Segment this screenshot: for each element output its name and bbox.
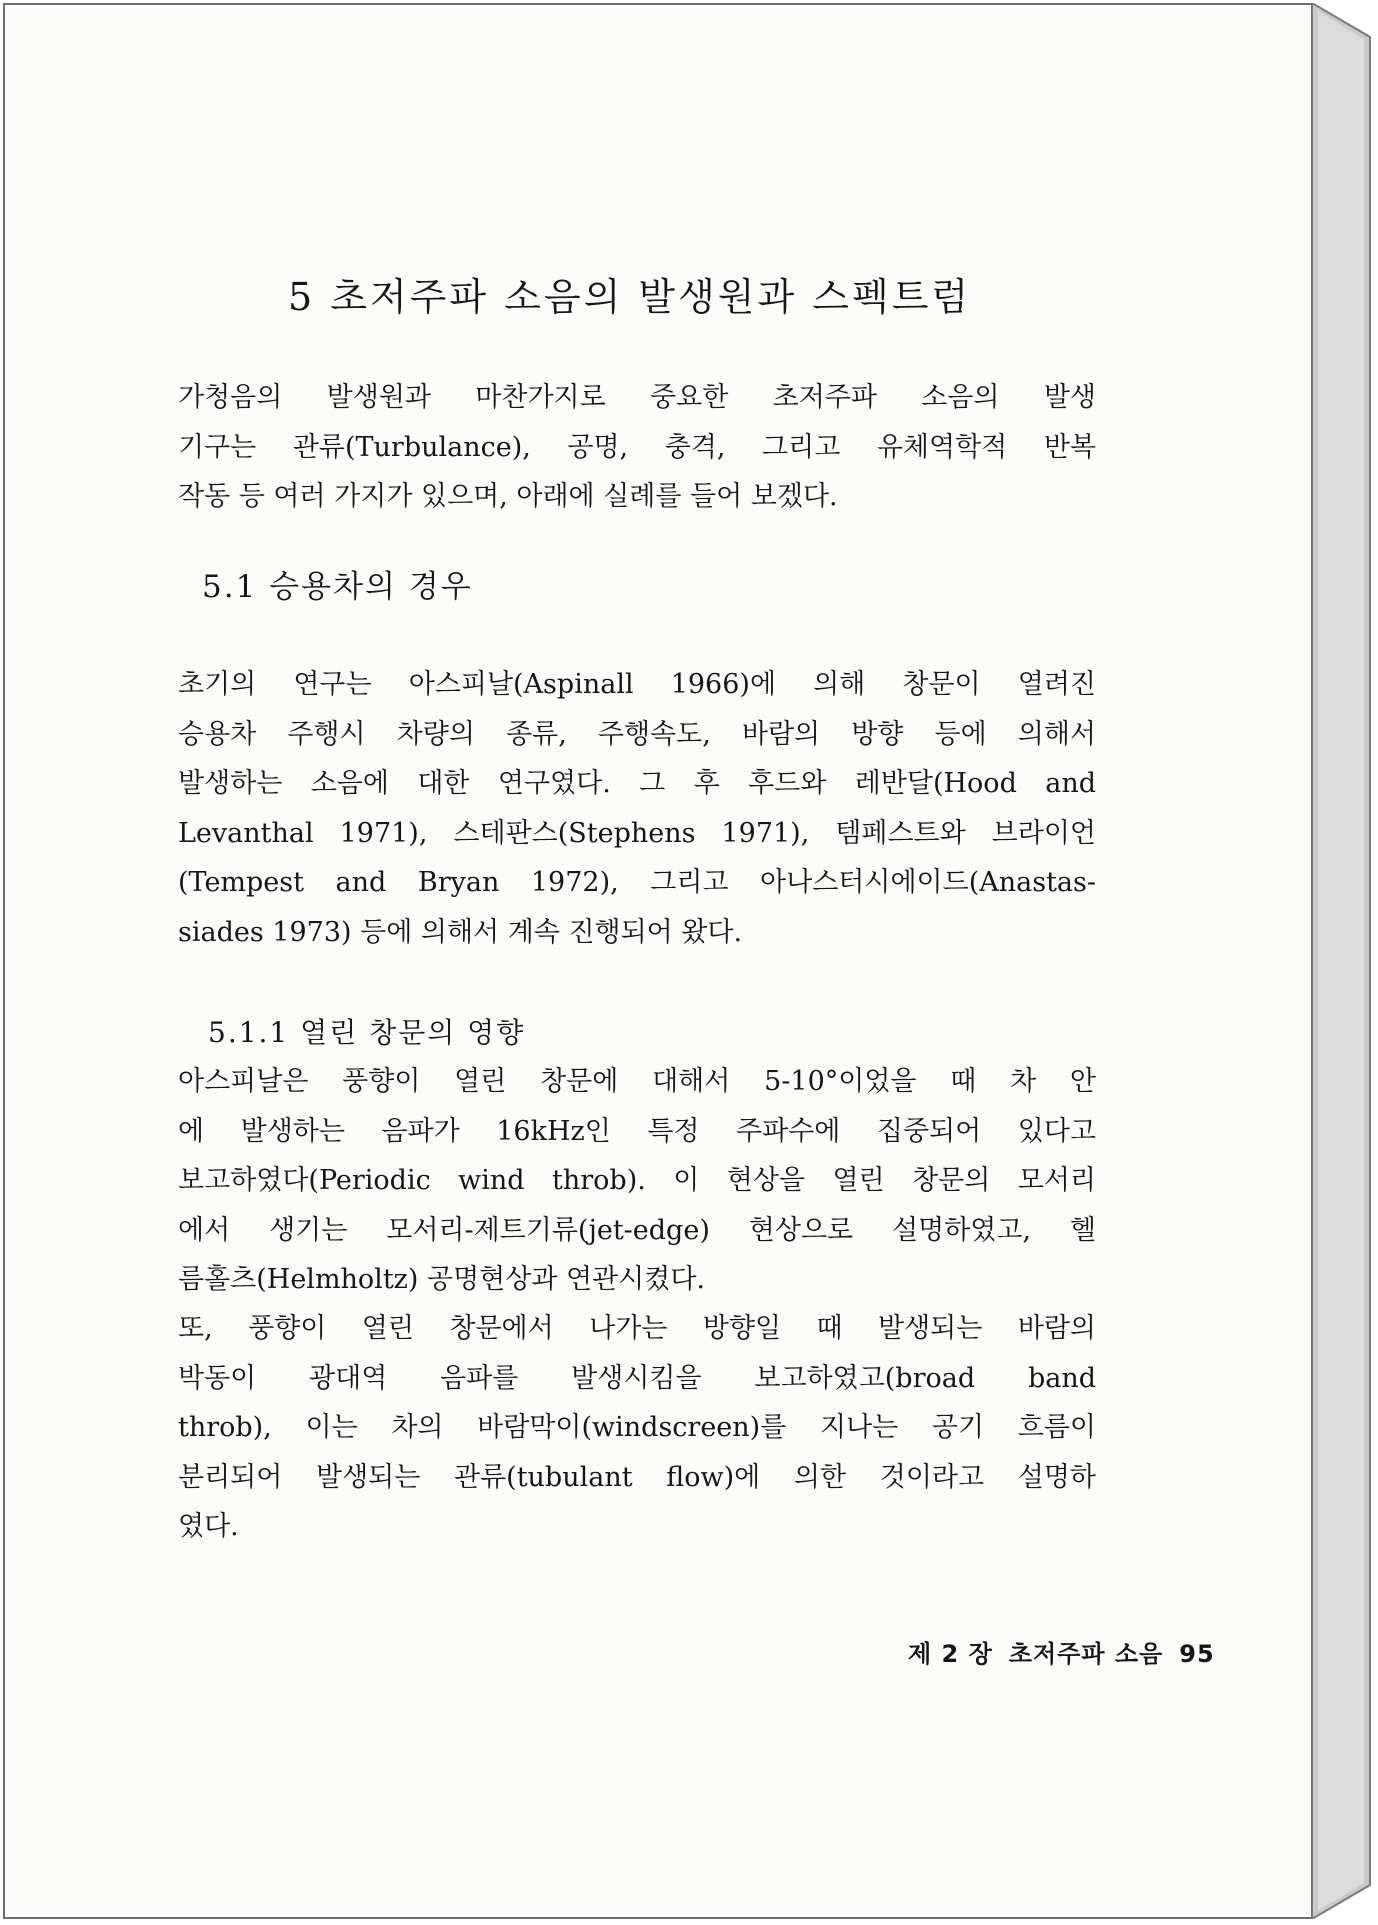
intro-line: 가청음의 발생원과 마찬가지로 중요한 초저주파 소음의 발생: [178, 382, 1096, 413]
paragraph-line: 름홀츠(Helmholtz) 공명현상과 연관시켰다.: [178, 1264, 705, 1295]
intro-line: 기구는 관류(Turbulance), 공명, 충격, 그리고 유체역학적 반복: [178, 431, 1096, 463]
paragraph-line: 아스피날은 풍향이 열린 창문에 대해서 5-10°이었을 때 차 안: [178, 1066, 1096, 1097]
paragraph-line: 였다.: [178, 1511, 239, 1542]
section-5-1-1-paragraph-1: [178, 1057, 1096, 1305]
paragraph-line: siades 1973) 등에 의해서 계속 진행되어 왔다.: [178, 916, 743, 948]
section-heading-5-1-1: 5.1.1 열린 창문의 영향: [208, 1016, 526, 1049]
paragraph-line: 분리되어 발생되는 관류(tubulant flow)에 의한 것이라고 설명하: [178, 1461, 1096, 1493]
footer-chapter: 제 2 장: [908, 1640, 993, 1668]
section-5-1-paragraph: [178, 660, 1096, 957]
paragraph-line: 초기의 연구는 아스피날(Aspinall 1966)에 의해 창문이 열려진: [178, 669, 1096, 700]
paragraph-line: 에 발생하는 음파가 16kHz인 특정 주파수에 집중되어 있다고: [178, 1115, 1096, 1147]
section-5-1-1-paragraph-2: [178, 1304, 1096, 1552]
paragraph-line: 발생하는 소음에 대한 연구였다. 그 후 후드와 레반달(Hood and: [178, 768, 1096, 799]
section-heading-5-1: 5.1 승용차의 경우: [202, 569, 473, 605]
paragraph-line: throb), 이는 차의 바람막이(windscreen)를 지나는 공기 흐름이: [178, 1412, 1096, 1443]
paragraph-line: Levanthal 1971), 스테판스(Stephens 1971), 템페스트와 브라이언: [178, 817, 1096, 849]
intro-line: 작동 등 여러 가지가 있으며, 아래에 실례를 들어 보겠다.: [178, 481, 838, 512]
page-stack-edge: [1312, 3, 1376, 1919]
chapter-title: 5 초저주파 소음의 발생원과 스펙트럼: [288, 275, 972, 319]
paragraph-line: 보고하였다(Periodic wind throb). 이 현상을 열린 창문의 모서리: [178, 1165, 1096, 1196]
paragraph-line: (Tempest and Bryan 1972), 그리고 아나스터시에이드(Anastas-: [178, 867, 1096, 898]
paragraph-line: 승용차 주행시 차량의 종류, 주행속도, 바람의 방향 등에 의해서: [178, 718, 1096, 750]
page-footer: [908, 1634, 1215, 1674]
paragraph-line: 에서 생기는 모서리-제트기류(jet-edge) 현상으로 설명하였고, 헬: [178, 1214, 1096, 1246]
intro-paragraph: [178, 373, 1096, 522]
paragraph-line: 또, 풍향이 열린 창문에서 나가는 방향일 때 발생되는 바람의: [178, 1313, 1096, 1344]
paragraph-line: 박동이 광대역 음파를 발생시킴을 보고하였고(broad band: [178, 1362, 1096, 1394]
page-number: 95: [1179, 1640, 1215, 1668]
footer-chapter-title: 초저주파 소음: [1008, 1640, 1164, 1668]
book-page: [3, 3, 1313, 1919]
